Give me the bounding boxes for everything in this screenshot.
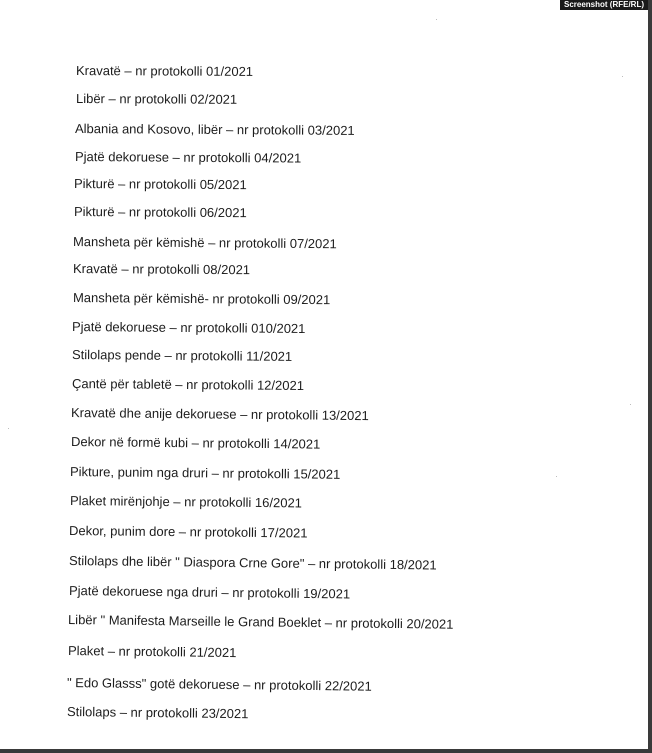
scan-border-right [648, 0, 652, 753]
protocol-item: Plaket – nr protokolli 21/2021 [67, 643, 237, 661]
protocol-item: Dekor në formë kubi – nr protokolli 14/2021 [70, 434, 321, 452]
protocol-item: Pjatë dekoruese – nr protokolli 010/2021 [71, 319, 306, 337]
protocol-item: Mansheta për këmishë- nr protokolli 09/2021 [72, 290, 331, 308]
protocol-item: Stilolaps – nr protokolli 23/2021 [66, 704, 249, 722]
scan-speck [436, 19, 437, 20]
scan-border-bottom [0, 749, 652, 753]
protocol-item: Pikturë – nr protokolli 06/2021 [73, 204, 247, 221]
scan-speck [8, 428, 9, 429]
scan-speck [556, 476, 557, 477]
protocol-item: Kravatë – nr protokolli 08/2021 [72, 261, 251, 278]
protocol-item: Dekor, punim dore – nr protokolli 17/2021 [68, 523, 308, 541]
protocol-item: Pjatë dekoruese – nr protokolli 04/2021 [74, 149, 302, 166]
protocol-item: Stilolaps dhe libër " Diaspora Crne Gore" – nr protokolli 18/2021 [68, 553, 437, 573]
protocol-item: Plaket mirënjohje – nr protokolli 16/2021 [69, 493, 303, 511]
protocol-item: Libër – nr protokolli 02/2021 [75, 91, 238, 107]
protocol-item: Çantë për tabletë – nr protokolli 12/2021 [71, 376, 305, 394]
protocol-item: Pikturë – nr protokolli 05/2021 [73, 176, 247, 193]
scan-speck [622, 76, 623, 77]
screenshot-watermark: Screenshot (RFE/RL) [560, 0, 648, 10]
protocol-item: " Edo Glasss" gotë dekoruese – nr protokolli 22/2021 [66, 675, 372, 694]
protocol-item: Albania and Kosovo, libër – nr protokolli 03/2021 [74, 121, 355, 138]
protocol-item: Stilolaps pende – nr protokolli 11/2021 [71, 347, 293, 364]
scan-speck [630, 404, 631, 405]
protocol-item: Kravatë dhe anije dekoruese – nr protokolli 13/2021 [70, 405, 369, 424]
protocol-item: Kravatë – nr protokolli 01/2021 [75, 63, 254, 79]
protocol-item: Pjatë dekoruese nga druri – nr protokolli 19/2021 [68, 583, 351, 602]
protocol-item: Libër " Manifesta Marseille le Grand Boeklet – nr protokolli 20/2021 [67, 612, 454, 632]
protocol-item: Pikture, punim nga druri – nr protokolli 15/2021 [69, 464, 341, 482]
protocol-item: Mansheta për këmishë – nr protokolli 07/2021 [72, 234, 337, 252]
